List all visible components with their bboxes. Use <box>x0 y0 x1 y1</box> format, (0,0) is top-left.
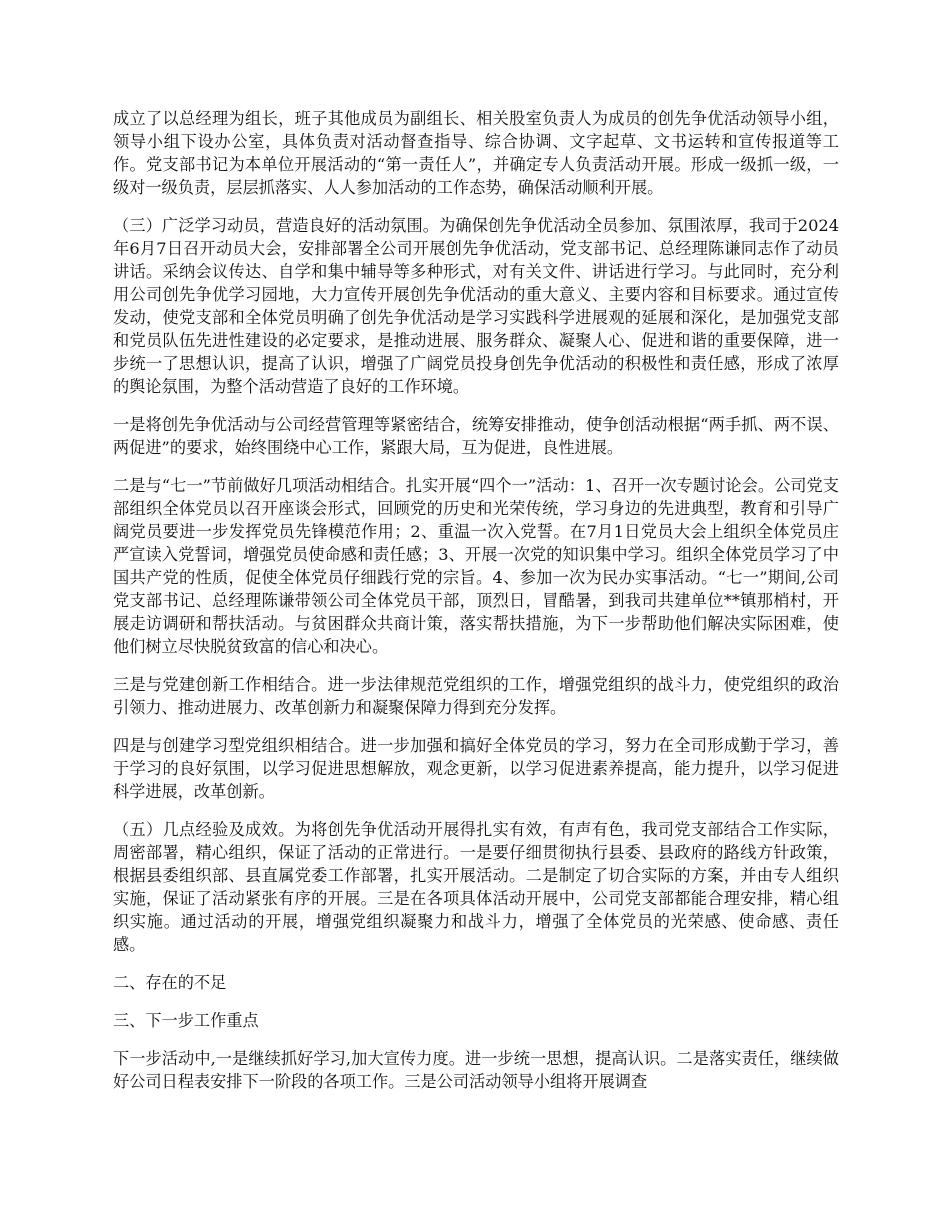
section-heading-shortcomings: 二、存在的不足 <box>113 973 227 992</box>
paragraph-experience: （五）几点经验及成效。为将创先争优活动开展得扎实有效，有声有色，我司党支部结合工作实际，周密部署，精心组织，保证了活动的正常进行。一是要仔细贯彻执行县委、县政府的路线方针政策，根据县委组织部、县直属党委工作部署，扎实开展活动。二是制定了切合实际的方案，并由专人组织实施，保证了活动紧张有序的开展。三是在各项具体活动开展中，公司党支部都能合理安排，精心组织实施。通过活动的开展，增强党组织凝聚力和战斗力，增强了全体党员的光荣感、使命感、责任感。 <box>113 820 839 954</box>
paragraph-next-steps: 下一步活动中,一是继续抓好学习,加大宣传力度。进一步统一思想，提高认识。二是落实责任，继续做好公司日程表安排下一阶段的各项工作。三是公司活动领导小组将开展调查 <box>113 1049 839 1091</box>
paragraph-point-two: 二是与“七一”节前做好几项活动相结合。扎实开展“四个一”活动：1、召开一次专题讨论会。公司党支部组织全体党员以召开座谈会形式，回顾党的历史和光荣传统，学习身边的先进典型，教育和引导广阔党员要进一步发挥党员先锋模范作用；2、重温一次入党誓。在7月1日党员大会上组织全体党员庄严宣读入党誓词，增强党员使命感和责任感；3、开展一次党的知识集中学习。组织全体党员学习了中国共产党的性质，促使全体党员仔细践行党的宗旨。4、参加一次为民办实事活动。“七一”期间,公司党支部书记、总经理陈谦带领公司全体党员干部，顶烈日，冒酷暑，到我司共建单位**镇那梢村，开展走访调研和帮扶活动。与贫困群众共商计策，落实帮扶措施，为下一步帮助他们解决实际困难，使他们树立尽快脱贫致富的信心和决心。 <box>113 476 839 656</box>
paragraph-leadership-group: 成立了以总经理为组长，班子其他成员为副组长、相关股室负责人为成员的创先争优活动领导小组，领导小组下设办公室，具体负责对活动督查指导、综合协调、文字起草、文书运转和宣传报道等工作。党支部书记为本单位开展活动的“第一责任人”，并确定专人负责活动开展。形成一级抓一级，一级对一级负责，层层抓落实、人人参加活动的工作态势，确保活动顺利开展。 <box>113 109 839 197</box>
paragraph-point-four: 四是与创建学习型党组织相结合。进一步加强和搞好全体党员的学习，努力在全司形成勤于学习，善于学习的良好氛围，以学习促进思想解放，观念更新，以学习促进素养提高，能力提升，以学习促进科学进展，改革创新。 <box>113 736 839 801</box>
section-heading-next-steps: 三、下一步工作重点 <box>113 1011 259 1030</box>
document-page <box>113 107 839 1108</box>
paragraph-point-one: 一是将创先争优活动与公司经营管理等紧密结合，统筹安排推动，使争创活动根据“两手抓、两不误、两促进”的要求，始终围绕中心工作，紧跟大局，互为促进，良性进展。 <box>113 415 839 457</box>
paragraph-point-three: 三是与党建创新工作相结合。进一步法律规范党组织的工作，增强党组织的战斗力，使党组织的政治引领力、推动进展力、改革创新力和凝聚保障力得到充分发挥。 <box>113 675 839 717</box>
paragraph-mobilization: （三）广泛学习动员，营造良好的活动氛围。为确保创先争优活动全员参加、氛围浓厚，我司于2024年6月7日召开动员大会，安排部署全公司开展创先争优活动，党支部书记、总经理陈谦同志作了动员讲话。采纳会议传达、自学和集中辅导等多种形式，对有关文件、讲话进行学习。与此同时，充分利用公司创先争优学习园地，大力宣传开展创先争优活动的重大意义、主要内容和目标要求。通过宣传发动，使党支部和全体党员明确了创先争优活动是学习实践科学进展观的延展和深化，是加强党支部和党员队伍先进性建设的必定要求，是推动进展、服务群众、凝聚人心、促进和谐的重要保障，进一步统一了思想认识，提高了认识，增强了广阔党员投身创先争优活动的积极性和责任感，形成了浓厚的舆论氛围，为整个活动营造了良好的工作环境。 <box>113 216 839 396</box>
